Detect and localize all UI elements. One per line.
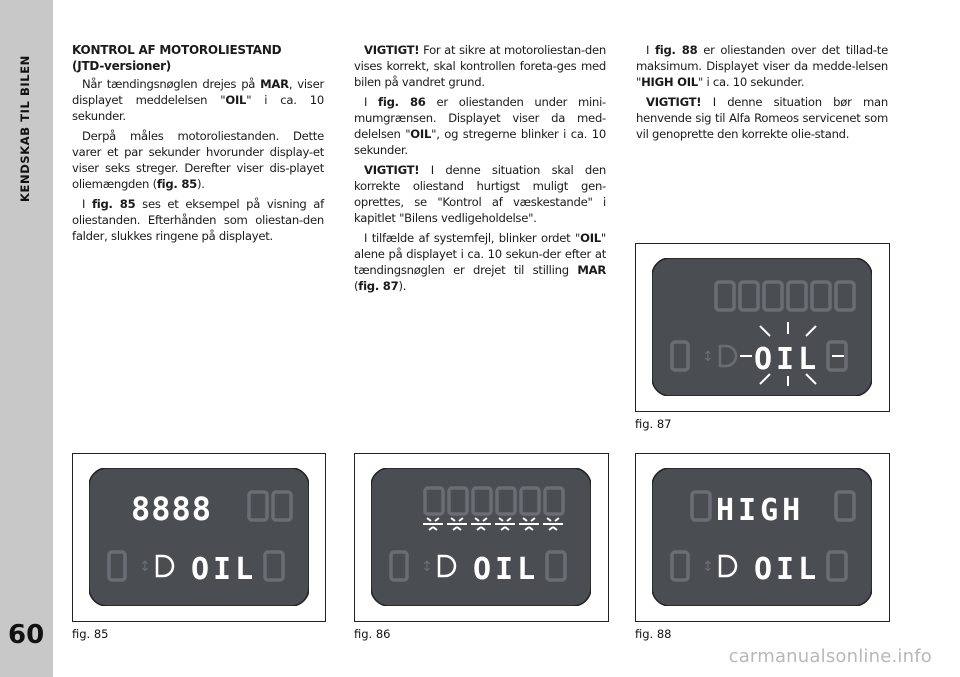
- lcd-level-arrows: ↕: [139, 559, 151, 575]
- text: " alene på displayet i ca. 10 sekun-der efter at tændingsnøglen er drejet til stilling: [354, 231, 606, 277]
- paragraph: [636, 42, 888, 90]
- text: I: [82, 197, 92, 211]
- text: ", og stregerne blinker i ca. 10 sekunder.: [354, 127, 607, 157]
- important-label: VIGTIGT!: [646, 95, 702, 109]
- figure-86-caption: fig. 86: [354, 627, 391, 641]
- oil-display-fig87: [652, 258, 872, 396]
- paragraph: [354, 42, 606, 90]
- bold-term: OIL: [410, 127, 432, 141]
- lcd-level-arrows: ↕: [421, 559, 433, 575]
- watermark: carmanualsonline.info: [728, 646, 932, 667]
- bold-term: OIL: [225, 93, 247, 107]
- paragraph: [354, 230, 606, 294]
- text: I: [646, 43, 655, 57]
- paragraph: [354, 94, 606, 158]
- text: " i ca. 10 sekunder.: [697, 75, 805, 89]
- important-label: VIGTIGT!: [364, 43, 420, 57]
- lcd-bottom-text: OIL: [754, 552, 821, 587]
- paragraph: [72, 196, 324, 244]
- bold-term: MAR: [577, 263, 606, 277]
- figure-88-caption: fig. 88: [635, 627, 672, 641]
- lcd-level-arrows: ↕: [702, 559, 714, 575]
- lcd-bottom-text: OIL: [754, 342, 821, 377]
- text: I denne situation bør man henvende sig til Alfa Romeos servicenet som vil genoprette den korrekte olie-stand.: [636, 95, 888, 141]
- figure-85: [72, 453, 326, 622]
- lcd-top-text: HIGH: [716, 493, 805, 528]
- section-heading: [72, 42, 324, 74]
- heading-line-2: (JTD-versioner): [72, 59, 172, 73]
- paragraph: [636, 94, 888, 142]
- sidebar-strip: [0, 0, 53, 677]
- text: ).: [197, 177, 205, 191]
- section-title: KENDSKAB TIL BILEN: [18, 55, 32, 202]
- text: For at sikre at motoroliestan-den vises korrekt, skal kontrollen foreta-ges med bilen på vandret grund.: [354, 43, 606, 89]
- bold-term: OIL: [580, 231, 601, 245]
- text: I: [364, 95, 379, 109]
- text: ses et eksempel på visning af oliestanden. Efterhånden som oliestan-den falder, slukkes ringene på displayet.: [72, 197, 324, 243]
- text: , viser displayet meddelelsen ": [72, 77, 324, 107]
- text: er oliestanden over det tillad-te maksimum. Displayet viser da medde-lelsen ": [636, 43, 888, 89]
- fig-reference: fig. 85: [91, 197, 136, 211]
- fig-reference: fig. 87: [358, 279, 399, 293]
- page-number: 60: [8, 620, 45, 650]
- figure-87-caption: fig. 87: [635, 417, 672, 431]
- fig-reference: fig. 85: [156, 177, 198, 191]
- lcd-level-arrows: ↕: [702, 349, 714, 365]
- text: " i ca. 10 sekunder.: [72, 93, 324, 123]
- text: (: [354, 279, 359, 293]
- figure-86: [354, 453, 609, 622]
- fig-reference: fig. 86: [378, 95, 426, 109]
- figure-85-caption: fig. 85: [72, 627, 109, 641]
- fig-reference: fig. 88: [654, 43, 698, 57]
- important-label: VIGTIGT!: [364, 163, 420, 177]
- bold-term: MAR: [260, 77, 289, 91]
- text-column-3: [636, 42, 888, 146]
- paragraph: [72, 76, 324, 124]
- text-column-2: [354, 42, 606, 298]
- text: er oliestanden under mini-mumgrænsen. Displayet viser da med-delelsen ": [354, 95, 606, 141]
- lcd-bottom-text: OIL: [191, 552, 258, 587]
- oil-display-fig86: [371, 468, 591, 606]
- text: I denne situation skal den korrekte oliestand hurtigst muligt gen-oprettes, se "Kontrol af væskestande" i kapitlet "Bilens vedligeholdelse".: [354, 163, 606, 225]
- oil-display-fig85: [89, 468, 309, 606]
- text: Derpå måles motoroliestanden. Dette varer et par sekunder hvorunder display-et viser seks streger. Derefter viser dis-playet oliemængden (: [72, 129, 324, 191]
- paragraph: [72, 128, 324, 192]
- figure-88: [635, 453, 890, 622]
- paragraph: [354, 162, 606, 226]
- lcd-top-text: 8888: [131, 490, 213, 528]
- text-column-1: [72, 42, 324, 248]
- heading-line-1: KONTROL AF MOTOROLIESTAND: [72, 43, 282, 57]
- text: ).: [398, 279, 407, 293]
- text: Når tændingsnøglen drejes på: [82, 77, 261, 91]
- bold-term: HIGH OIL: [641, 75, 698, 89]
- figure-87: [635, 243, 890, 412]
- oil-display-fig88: [652, 468, 872, 606]
- text: I tilfælde af systemfejl, blinker ordet ": [364, 231, 581, 245]
- lcd-bottom-text: OIL: [473, 552, 540, 587]
